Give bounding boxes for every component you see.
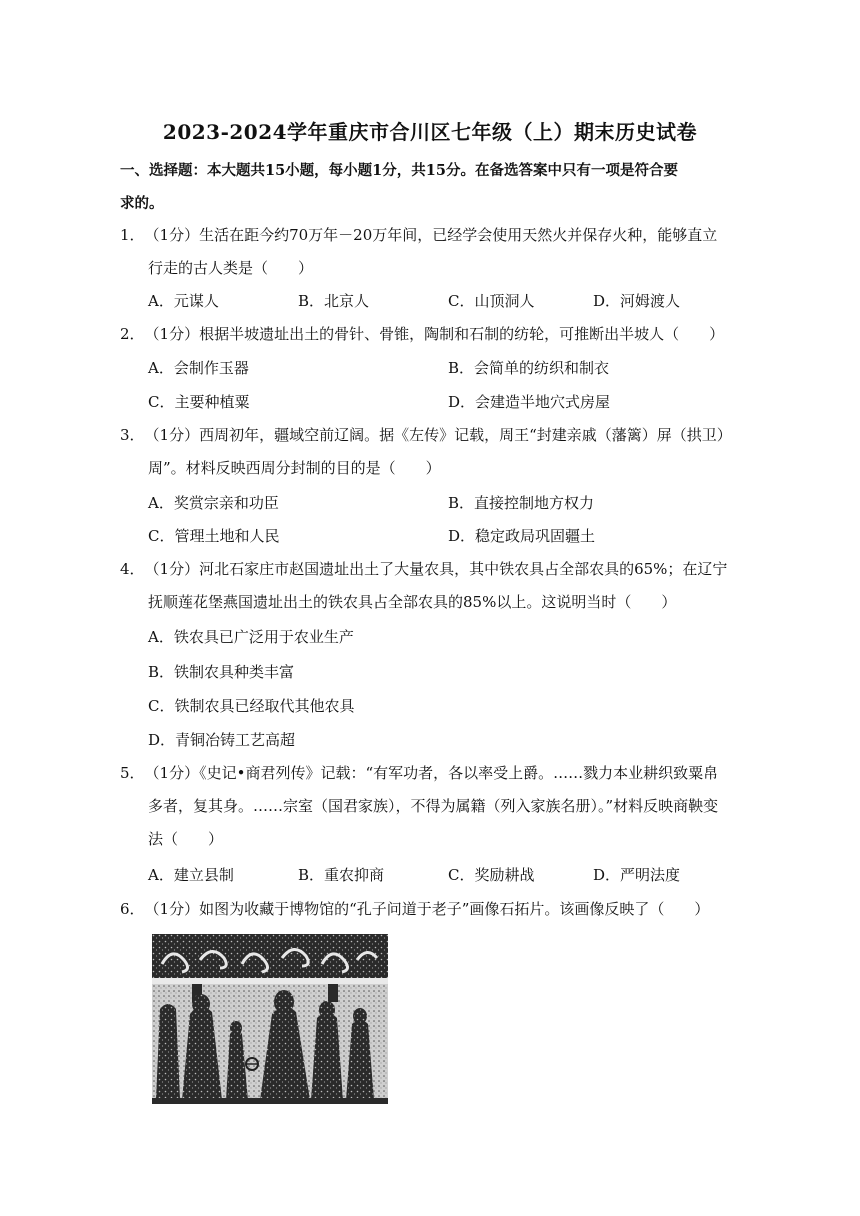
question-number: 5．	[120, 764, 145, 782]
question-stem-continued: 行走的古人类是（ ）	[148, 259, 314, 277]
option-d[interactable]: D．河姆渡人	[593, 292, 681, 310]
question-1	[120, 219, 740, 285]
option-c[interactable]: C．奖励耕战	[448, 866, 535, 884]
option-b[interactable]: B．直接控制地方权力	[448, 494, 595, 512]
question-stem: （1分）根据半坡遗址出土的骨针、骨锥，陶制和石制的纺轮，可推断出半坡人（ ）	[144, 325, 725, 343]
question-3-options-row2	[148, 520, 748, 553]
question-1-options	[148, 285, 748, 318]
option-a[interactable]: A．元谋人	[148, 292, 219, 310]
option-b[interactable]: B．北京人	[298, 292, 370, 310]
question-number: 4．	[120, 560, 145, 578]
question-6	[120, 893, 740, 926]
option-c[interactable]: C．管理土地和人民	[148, 527, 280, 545]
section-heading-line2: 求的。	[120, 195, 164, 212]
question-number: 3．	[120, 426, 145, 444]
option-b[interactable]: B．铁制农具种类丰富	[148, 663, 295, 681]
question-stem: （1分）《史记•商君列传》记载：“有军功者，各以率受上爵。……戮力本业耕织致粟帛	[144, 764, 719, 782]
question-3	[120, 419, 740, 485]
option-a[interactable]: A．奖赏宗亲和功臣	[148, 494, 279, 512]
question-stem-continued: 抚顺莲花堡燕国遗址出土的铁农具占全部农具的85%以上。这说明当时（ ）	[148, 593, 677, 611]
option-d[interactable]: D．严明法度	[593, 866, 681, 884]
question-stem: （1分）如图为收藏于博物馆的“孔子问道于老子”画像石拓片。该画像反映了（ ）	[144, 900, 710, 918]
question-2	[120, 318, 740, 351]
question-4	[120, 553, 740, 619]
section-heading	[120, 154, 740, 220]
option-b[interactable]: B．会简单的纺织和制衣	[448, 359, 610, 377]
question-stem: （1分）河北石家庄市赵国遗址出土了大量农具，其中铁农具占全部农具的65%；在辽宁	[144, 560, 728, 578]
option-c[interactable]: C．铁制农具已经取代其他农具	[148, 697, 355, 715]
exam-title: 2023-2024学年重庆市合川区七年级（上）期末历史试卷	[162, 120, 698, 144]
option-b[interactable]: B．重农抑商	[298, 866, 385, 884]
question-stem: （1分）生活在距今约70万年－20万年间，已经学会使用天然火并保存火种，能够直立	[144, 226, 718, 244]
option-d[interactable]: D．会建造半地穴式房屋	[448, 393, 611, 411]
option-c[interactable]: C．主要种植粟	[148, 393, 250, 411]
question-stem-continued: 周”。材料反映西周分封制的目的是（ ）	[148, 459, 441, 477]
option-a[interactable]: A．会制作玉器	[148, 359, 249, 377]
option-d[interactable]: D．稳定政局巩固疆土	[448, 527, 596, 545]
option-a[interactable]: A．建立县制	[148, 866, 234, 884]
option-c[interactable]: C．山顶洞人	[448, 292, 535, 310]
option-d[interactable]: D．青铜冶铸工艺高超	[148, 731, 296, 749]
question-stem-continued: 法（ ）	[148, 830, 224, 848]
question-number: 1．	[120, 226, 145, 244]
question-5	[120, 757, 740, 856]
question-stem: （1分）西周初年，疆域空前辽阔。据《左传》记载，周王“封建亲戚（藩篱）屏（拱卫）	[144, 426, 732, 444]
question-number: 6．	[120, 900, 145, 918]
question-2-options-row2	[148, 386, 748, 419]
question-5-options	[148, 859, 748, 892]
question-number: 2．	[120, 325, 145, 343]
question-2-options-row1	[148, 352, 748, 385]
question-stem-continued: 多者，复其身。……宗室（国君家族），不得为属籍（列入家族名册）。”材料反映商鞅变	[148, 797, 719, 815]
option-a[interactable]: A．铁农具已广泛用于农业生产	[148, 628, 354, 646]
stone-rubbing-image	[152, 934, 388, 1104]
section-heading-line1: 一、选择题：本大题共15小题，每小题1分，共15分。在备选答案中只有一项是符合要	[120, 162, 678, 179]
question-3-options-row1	[148, 487, 748, 520]
